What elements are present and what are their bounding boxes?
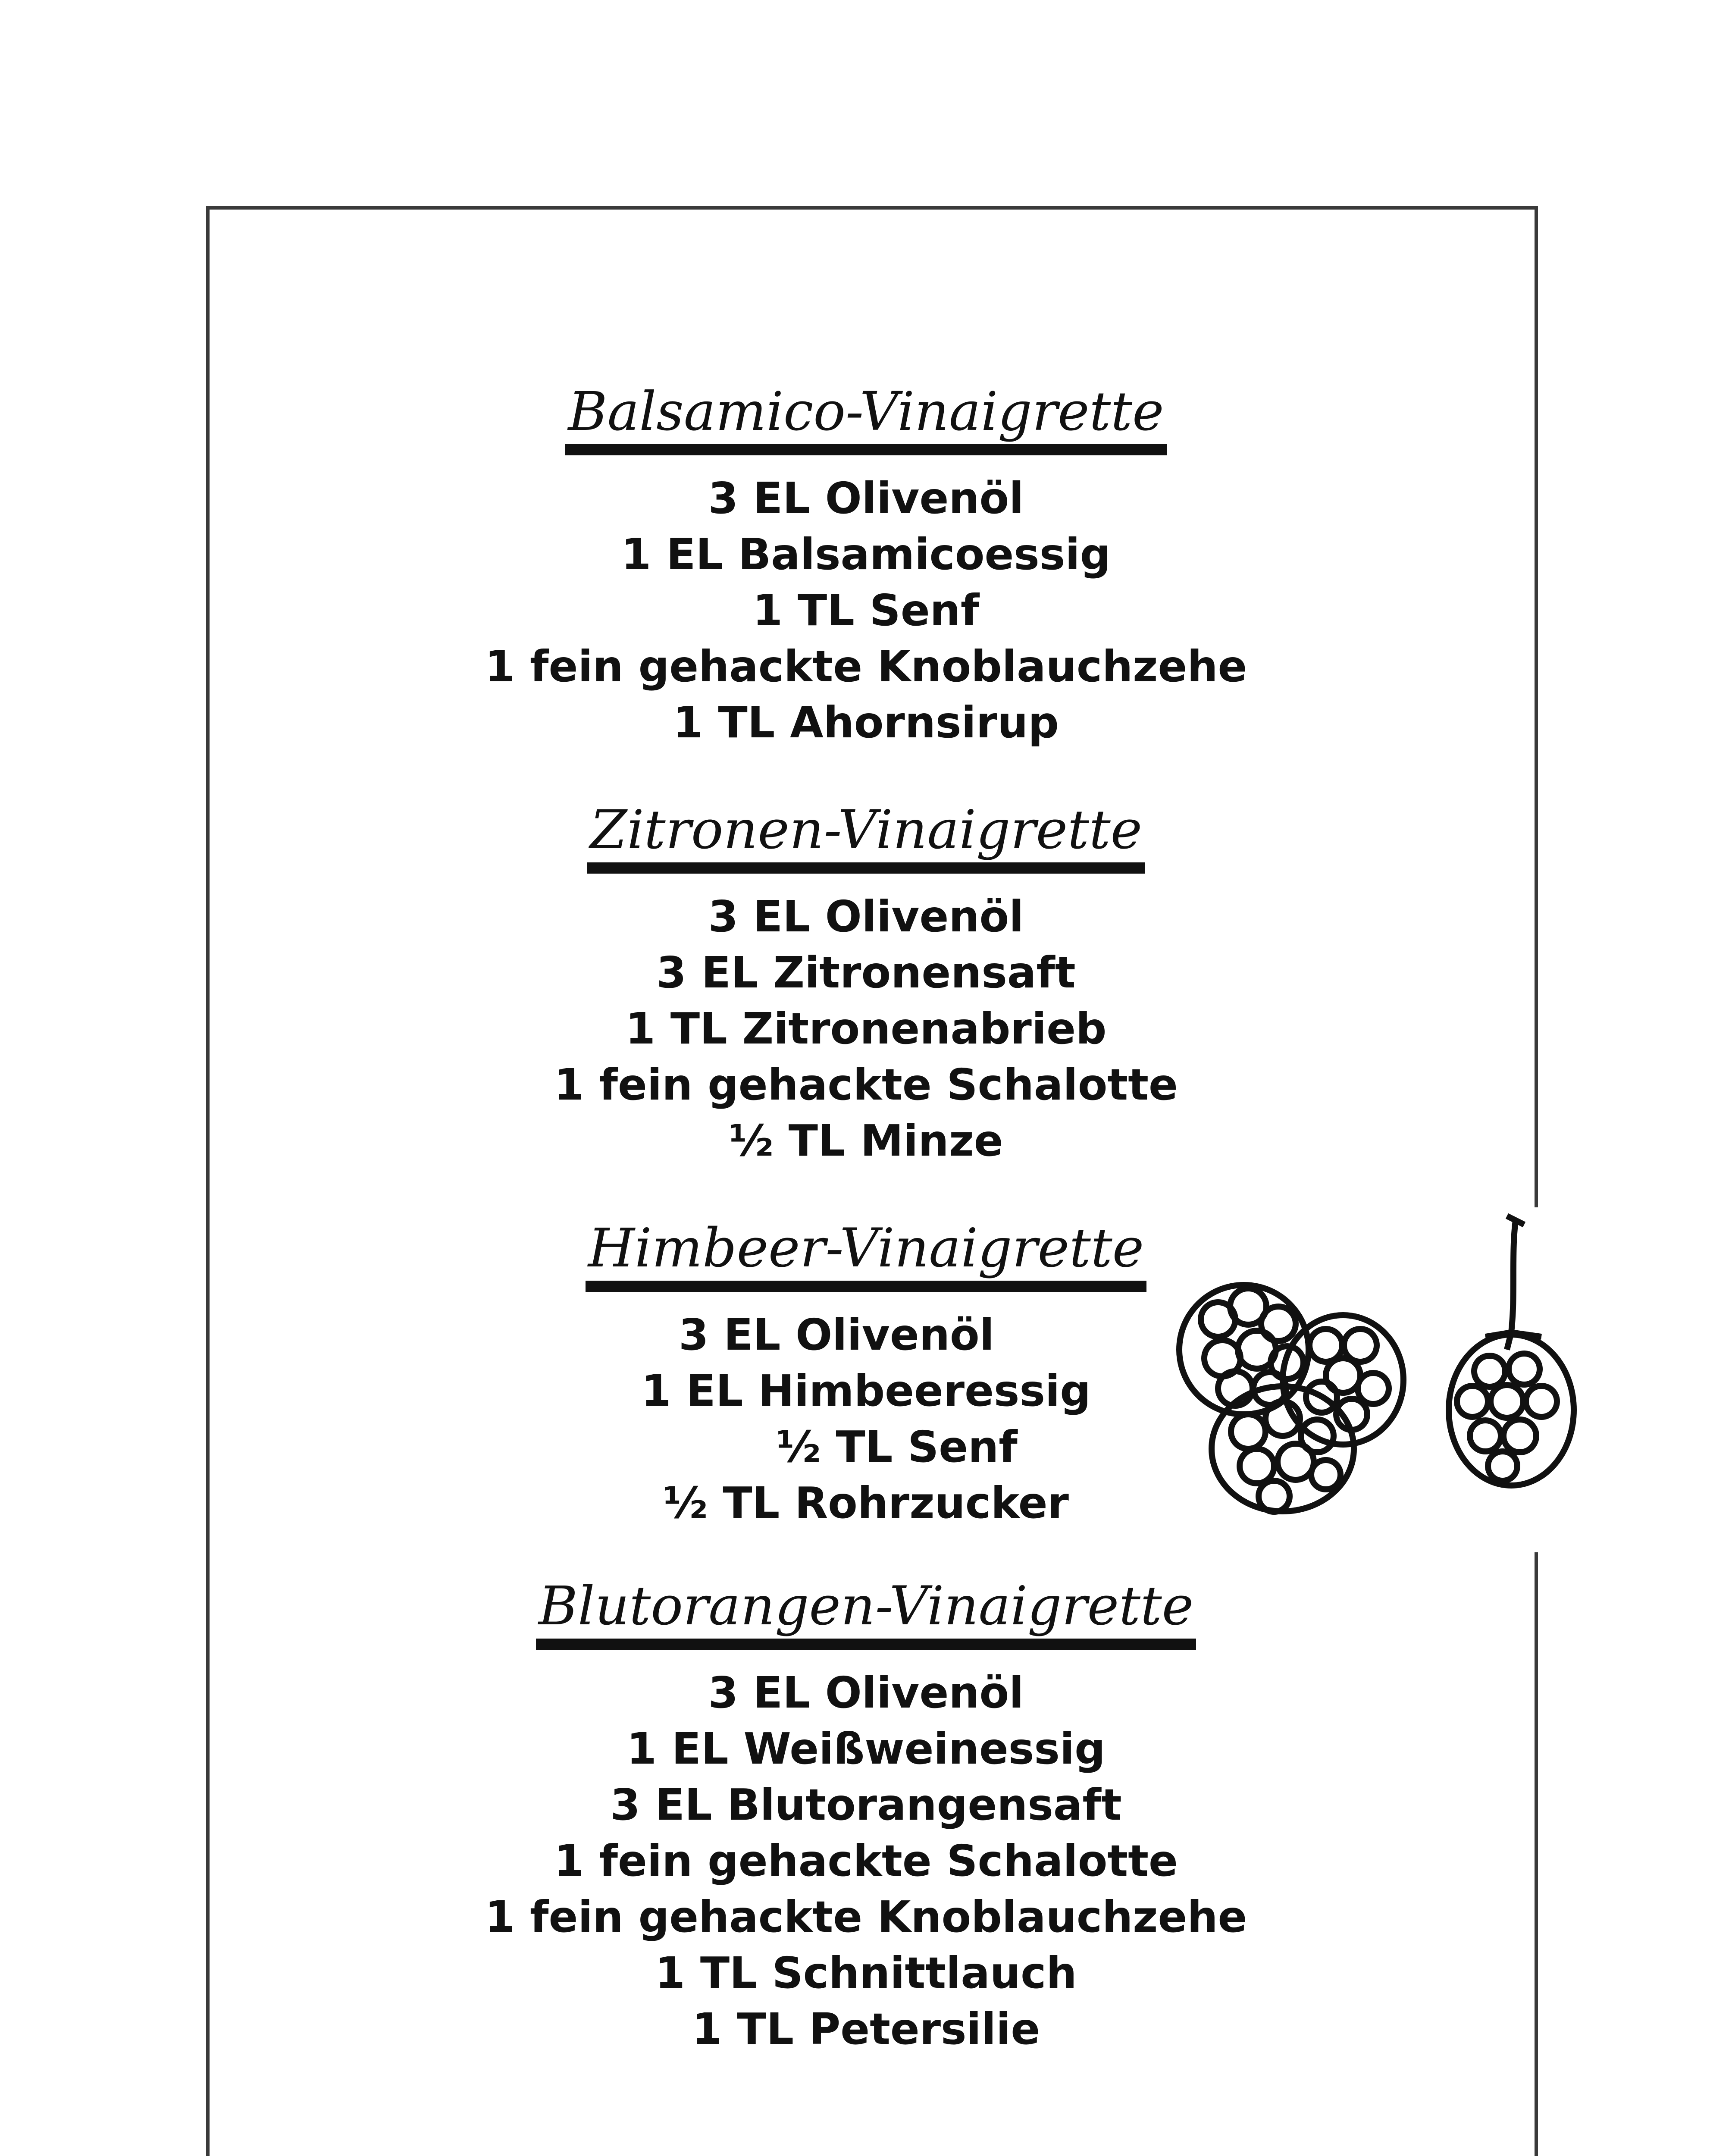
ingredient-line: 3 EL Zitronensaft bbox=[656, 947, 1076, 998]
ingredient-line: 1 fein gehackte Schalotte bbox=[554, 1836, 1178, 1886]
ingredient-line: 1 EL Balsamicoessig bbox=[621, 529, 1111, 580]
ingredient-line: 3 EL Olivenöl bbox=[679, 1310, 994, 1360]
ingredient-line: 3 EL Olivenöl bbox=[708, 891, 1024, 942]
recipe-title-zitronen: Zitronen-Vinaigrette bbox=[0, 798, 1732, 874]
ingredient-line: 1 EL Himbeeressig bbox=[641, 1366, 1091, 1416]
ingredient-line: 1 fein gehackte Schalotte bbox=[554, 1059, 1178, 1110]
ingredient-line: 1 EL Weißweinessig bbox=[626, 1724, 1106, 1774]
ingredient-line: 1 TL Senf bbox=[752, 585, 980, 636]
ingredient-line: 3 EL Blutorangensaft bbox=[610, 1780, 1122, 1830]
ingredient-line: 1 fein gehackte Knoblauchzehe bbox=[485, 641, 1247, 692]
ingredient-line: ½ TL Senf bbox=[776, 1422, 1018, 1472]
ingredient-line: 1 TL Schnittlauch bbox=[655, 1948, 1077, 1998]
ingredient-line: 1 fein gehackte Knoblauchzehe bbox=[485, 1892, 1247, 1942]
ingredient-line: 3 EL Olivenöl bbox=[708, 1667, 1024, 1718]
ingredient-line: ½ TL Rohrzucker bbox=[663, 1478, 1069, 1528]
ingredient-line: 1 TL Zitronenabrieb bbox=[625, 1003, 1107, 1054]
ingredient-line: 1 TL Petersilie bbox=[692, 2004, 1040, 2054]
recipe-title-blutorangen: Blutorangen-Vinaigrette bbox=[0, 1574, 1732, 1650]
recipe-title-balsamico: Balsamico-Vinaigrette bbox=[0, 379, 1732, 455]
ingredient-line: 3 EL Olivenöl bbox=[708, 473, 1024, 523]
ingredient-line: 1 TL Ahornsirup bbox=[673, 697, 1059, 748]
ingredient-line: ½ TL Minze bbox=[729, 1116, 1003, 1166]
recipe-title-himbeer: Himbeer-Vinaigrette bbox=[0, 1216, 1732, 1292]
raspberries-icon bbox=[1171, 1207, 1602, 1552]
